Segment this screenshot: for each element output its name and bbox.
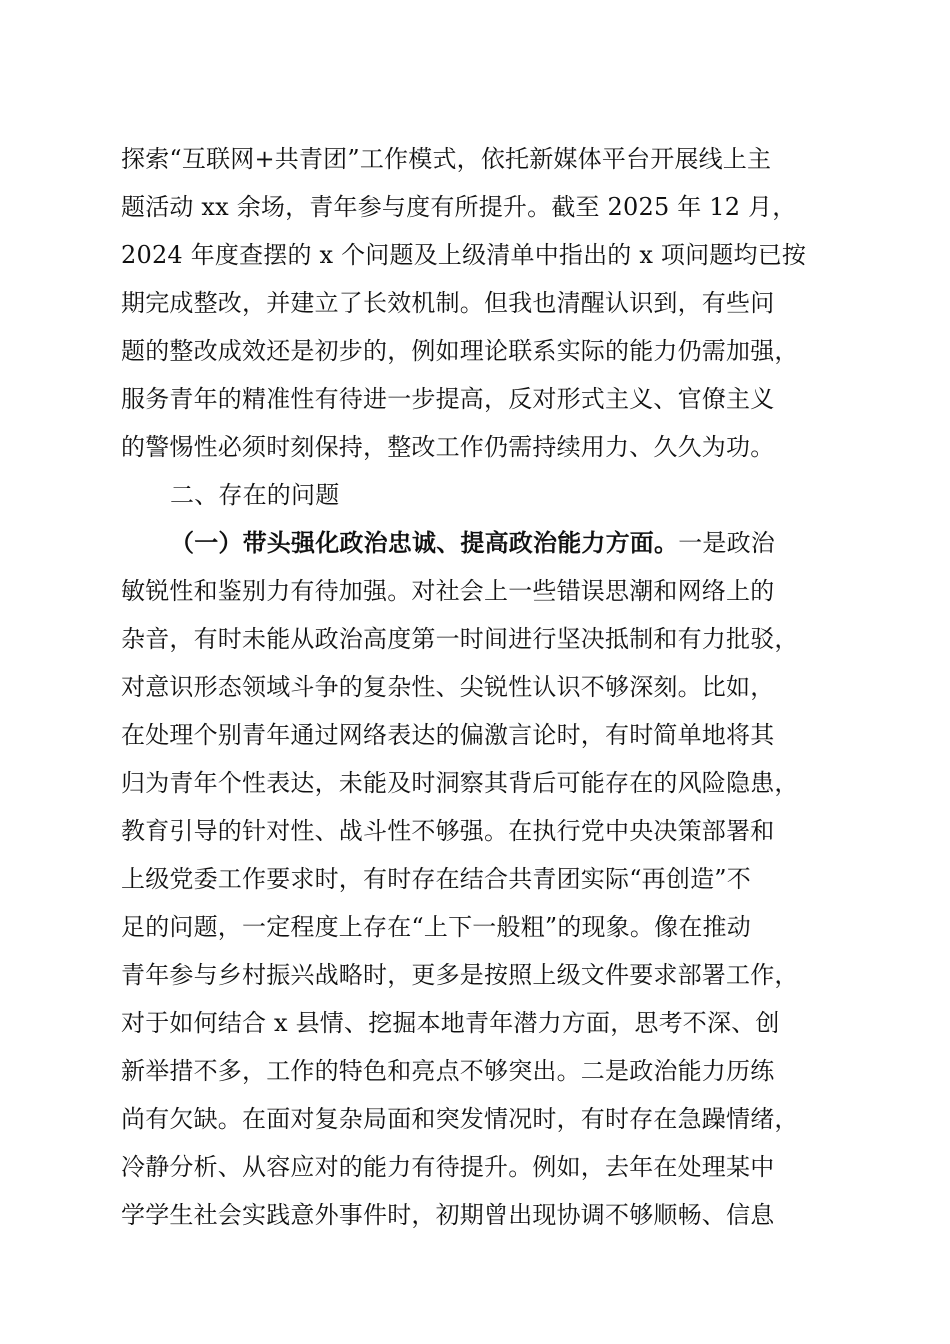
subsection-heading: （一）带头强化政治忠诚、提高政治能力方面。 xyxy=(170,528,679,557)
paragraph-line: 学学生社会实践意外事件时，初期曾出现协调不够顺畅、信息 xyxy=(121,1201,775,1229)
paragraph-line: 的警惕性必须时刻保持，整改工作仍需持续用力、久久为功。 xyxy=(121,433,775,461)
subsection-first-line-rest: 一是政治 xyxy=(678,529,776,557)
paragraph-line: 归为青年个性表达，未能及时洞察其背后可能存在的风险隐患， xyxy=(121,769,799,797)
paragraph-line: 上级党委工作要求时，有时存在结合共青团实际“再创造”不 xyxy=(121,865,751,893)
paragraph-line: 足的问题，一定程度上存在“上下一般粗”的现象。像在推动 xyxy=(121,913,751,941)
paragraph-line: 敏锐性和鉴别力有待加强。对社会上一些错误思潮和网络上的 xyxy=(121,577,775,605)
paragraph-line: 对于如何结合 x 县情、挖掘本地青年潜力方面，思考不深、创 xyxy=(121,1009,780,1037)
paragraph-line: 对意识形态领域斗争的复杂性、尖锐性认识不够深刻。比如， xyxy=(121,673,775,701)
section-heading: 二、存在的问题 xyxy=(170,481,340,509)
paragraph-line: 服务青年的精准性有待进一步提高，反对形式主义、官僚主义 xyxy=(121,385,775,413)
subsection-first-line xyxy=(170,523,833,563)
paragraph-line: 题的整改成效还是初步的，例如理论联系实际的能力仍需加强， xyxy=(121,337,799,365)
paragraph-line: 青年参与乡村振兴战略时，更多是按照上级文件要求部署工作， xyxy=(121,961,799,989)
paragraph-line: 探索“互联网+共青团”工作模式，依托新媒体平台开展线上主 xyxy=(121,145,772,173)
paragraph-line: 期完成整改，并建立了长效机制。但我也清醒认识到，有些问 xyxy=(121,289,775,317)
paragraph-line: 教育引导的针对性、战斗性不够强。在执行党中央决策部署和 xyxy=(121,817,775,845)
paragraph-line: 尚有欠缺。在面对复杂局面和突发情况时，有时存在急躁情绪， xyxy=(121,1105,799,1133)
paragraph-line: 在处理个别青年通过网络表达的偏激言论时，有时简单地将其 xyxy=(121,721,775,749)
paragraph-line: 新举措不多，工作的特色和亮点不够突出。二是政治能力历练 xyxy=(121,1057,775,1085)
paragraph-line: 杂音，有时未能从政治高度第一时间进行坚决抵制和有力批驳， xyxy=(121,625,799,653)
paragraph-line: 题活动 xx 余场，青年参与度有所提升。截至 2025 年 12 月， xyxy=(121,193,797,221)
paragraph-line: 冷静分析、从容应对的能力有待提升。例如，去年在处理某中 xyxy=(121,1153,775,1181)
paragraph-line: 2024 年度查摆的 x 个问题及上级清单中指出的 x 项问题均已按 xyxy=(121,241,807,269)
